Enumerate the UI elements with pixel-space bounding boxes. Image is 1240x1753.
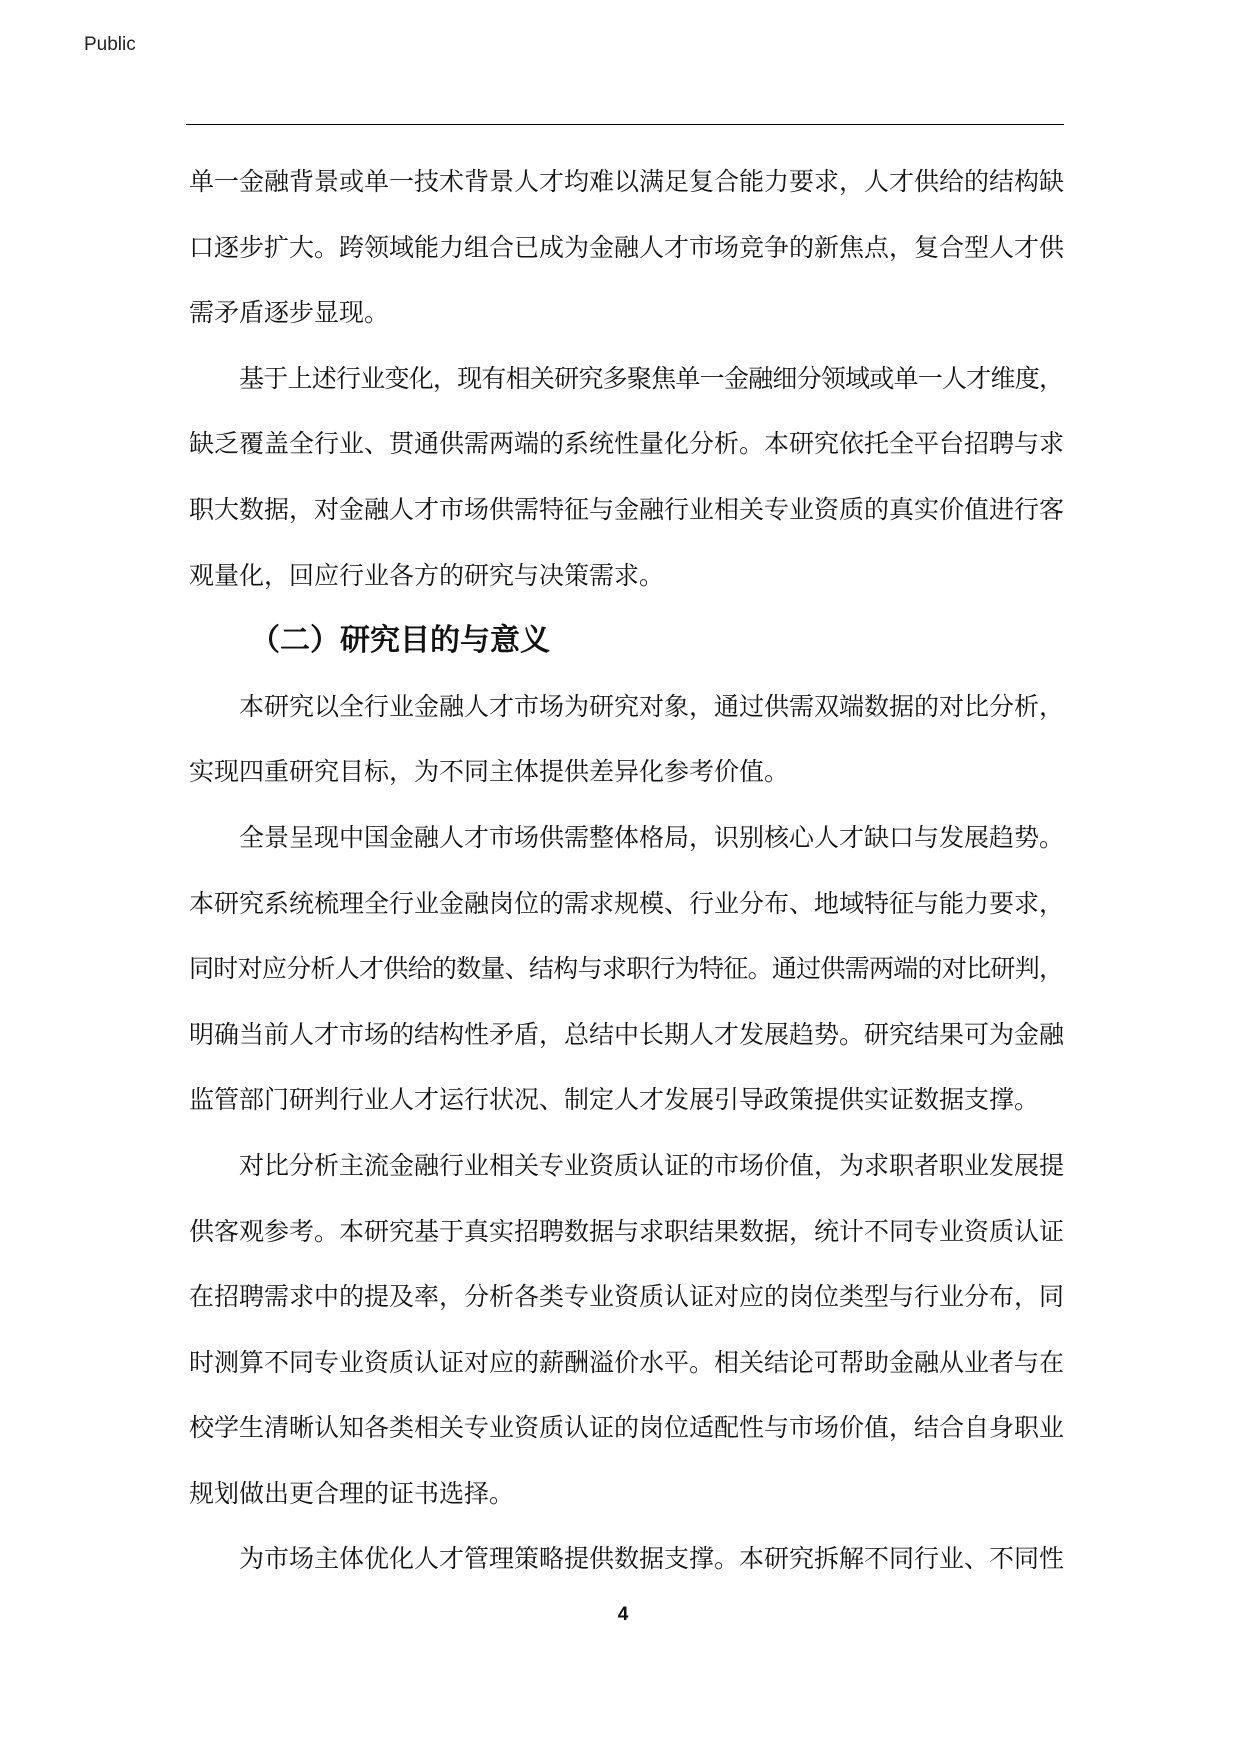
- text-line-text: 供客观参考。本研究基于真实招聘数据与求职结果数据，统计不同专业资质认证: [189, 1216, 1064, 1246]
- text-line-text: 单一金融背景或单一技术背景人才均难以满足复合能力要求，人才供给的结构缺: [189, 167, 1064, 196]
- text-line: [189, 1330, 1064, 1396]
- text-line: [189, 1133, 1064, 1199]
- text-line-text: 观量化，回应行业各方的研究与决策需求。: [189, 560, 665, 590]
- text-line: [189, 1067, 1064, 1133]
- text-line: [189, 674, 1064, 740]
- paragraph: [189, 1526, 1064, 1592]
- text-line: [189, 215, 1064, 281]
- text-line: [189, 411, 1064, 477]
- text-line-text: 在招聘需求中的提及率，分析各类专业资质认证对应的岗位类型与行业分布，同: [189, 1282, 1064, 1312]
- text-line-text: 职大数据，对金融人才市场供需特征与金融行业相关专业资质的真实价值进行客: [189, 494, 1064, 524]
- page-number: 4: [617, 1604, 629, 1625]
- text-line: [189, 871, 1064, 937]
- text-line-text: 本研究以全行业金融人才市场为研究对象，通过供需双端数据的对比分析，: [239, 691, 1064, 721]
- text-line-text: 基于上述行业变化，现有相关研究多聚焦单一金融细分领域或单一人才维度，: [239, 363, 1064, 393]
- text-line: [189, 346, 1064, 412]
- paragraph: [189, 674, 1064, 805]
- text-line: [189, 543, 1064, 609]
- text-line-text: 明确当前人才市场的结构性矛盾，总结中长期人才发展趋势。研究结果可为金融: [189, 1019, 1064, 1049]
- text-line: [189, 1395, 1064, 1461]
- text-line-text: 为市场主体优化人才管理策略提供数据支撑。本研究拆解不同行业、不同性: [239, 1544, 1064, 1574]
- text-line: [189, 936, 1064, 1002]
- text-line-text: 对比分析主流金融行业相关专业资质认证的市场价值，为求职者职业发展提: [239, 1150, 1064, 1180]
- text-line: [189, 1526, 1064, 1592]
- section-heading: （二）研究目的与意义: [250, 623, 550, 659]
- paragraph: [189, 149, 1064, 346]
- paragraph: [189, 1133, 1064, 1527]
- text-line: [189, 149, 1064, 215]
- paragraph: [189, 805, 1064, 1133]
- text-line-text: 需矛盾逐步显现。: [189, 298, 390, 328]
- text-line-text: 校学生清晰认知各类相关专业资质认证的岗位适配性与市场价值，结合自身职业: [189, 1413, 1064, 1443]
- text-line-text: 同时对应分析人才供给的数量、结构与求职行为特征。通过供需两端的对比研判，: [189, 954, 1064, 984]
- text-line: [189, 1461, 1064, 1527]
- header-divider: [186, 124, 1064, 125]
- text-line-text: 缺乏覆盖全行业、贯通供需两端的系统性量化分析。本研究依托全平台招聘与求: [189, 429, 1064, 459]
- text-line: [189, 1002, 1064, 1068]
- text-line-text: 口逐步扩大。跨领域能力组合已成为金融人才市场竞争的新焦点，复合型人才供: [189, 232, 1064, 262]
- text-line-text: 监管部门研判行业人才运行状况、制定人才发展引导政策提供实证数据支撑。: [189, 1085, 1040, 1115]
- text-line-text: 本研究系统梳理全行业金融岗位的需求规模、行业分布、地域特征与能力要求，: [189, 888, 1064, 918]
- text-line: [189, 477, 1064, 543]
- running-header-label: Public: [84, 34, 136, 55]
- text-line: [189, 1199, 1064, 1265]
- text-line: [189, 280, 1064, 346]
- text-line-text: 实现四重研究目标，为不同主体提供差异化参考价值。: [189, 757, 790, 787]
- text-line: [189, 805, 1064, 871]
- body-text: [189, 149, 1064, 1592]
- text-line-text: 规划做出更合理的证书选择。: [189, 1478, 515, 1508]
- text-line: [189, 1264, 1064, 1330]
- text-line-text: 时测算不同专业资质认证对应的薪酬溢价水平。相关结论可帮助金融从业者与在: [189, 1347, 1064, 1377]
- text-line-text: 全景呈现中国金融人才市场供需整体格局，识别核心人才缺口与发展趋势。: [239, 822, 1064, 852]
- paragraph: [189, 346, 1064, 608]
- text-line: [189, 739, 1064, 805]
